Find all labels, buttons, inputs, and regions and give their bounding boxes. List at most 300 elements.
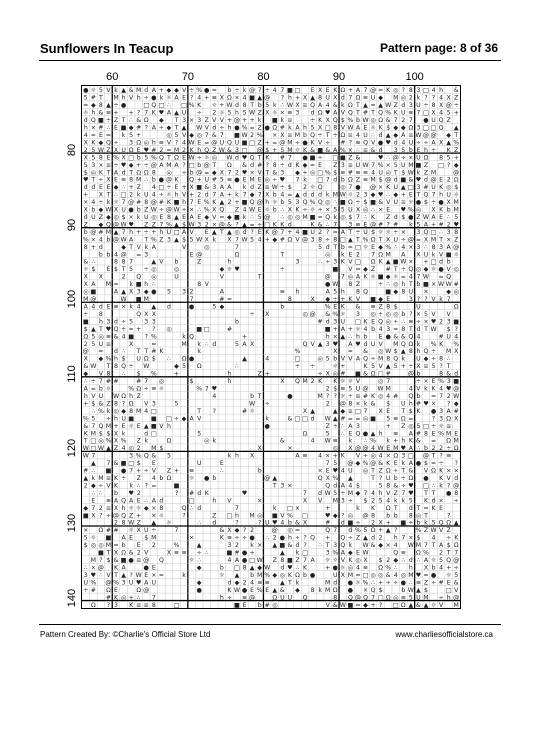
stitch-symbol: 8 [144,199,149,207]
stitch-symbol: $ [121,355,126,363]
stitch-symbol: U [310,228,315,236]
stitch-symbol: ■ [339,154,346,162]
stitch-symbol: × [362,586,369,594]
stitch-symbol: ∴ [371,579,376,587]
stitch-symbol: # [219,296,225,304]
stitch-symbol: X [166,549,172,557]
stitch-symbol: $ [287,184,292,192]
stitch-symbol: × [287,445,293,453]
stitch-symbol: ≡ [370,303,376,311]
stitch-symbol: % [438,378,445,386]
stitch-symbol: ÷ [430,422,437,430]
stitch-symbol: ≡ [143,601,149,608]
stitch-symbol: k [136,191,141,199]
stitch-symbol: k [182,333,186,341]
stitch-symbol: d [83,214,88,221]
stitch-symbol: k [295,549,300,557]
stitch-symbol: $ [333,169,338,177]
stitch-symbol: 3 [106,318,111,326]
stitch-symbol: d [318,191,323,199]
stitch-symbol: × [355,400,361,408]
stitch-symbol: M [105,281,112,289]
stitch-symbol: ◆ [385,273,391,281]
stitch-symbol: × [385,452,391,460]
stitch-symbol: W [445,281,452,289]
stitch-symbol: ▲ [174,109,179,117]
stitch-symbol: 3 [235,146,239,154]
stitch-symbol: A [333,109,338,117]
stitch-symbol: ≡ [362,94,369,102]
stitch-symbol: % [362,236,369,244]
stitch-symbol: W [143,363,150,371]
stitch-symbol: 5 [91,146,96,154]
stitch-symbol: ÷ [355,228,361,236]
stitch-symbol: Q [113,325,119,333]
stitch-symbol: ☼ [370,273,376,281]
stitch-symbol: $ [189,378,194,386]
stitch-symbol: ÷ [105,512,112,520]
stitch-symbol: % [332,549,339,557]
stitch-symbol: 5 [371,363,376,371]
stitch-symbol: Q [90,117,96,125]
stitch-symbol: A [113,169,119,177]
stitch-symbol: $ [401,169,406,177]
stitch-symbol: 3 [182,117,187,125]
stitch-symbol: b [257,601,262,608]
stitch-symbol: ▲ [385,258,391,266]
stitch-symbol: 4 [378,325,383,333]
stitch-symbol: @ [128,199,135,207]
stitch-symbol: % [82,415,89,423]
stitch-symbol: & [317,221,323,229]
stitch-symbol: Ω [453,176,459,184]
stitch-symbol: Ω [302,430,308,438]
stitch-symbol: + [173,467,180,475]
stitch-symbol: 7 [371,594,376,602]
stitch-symbol: E [257,228,262,236]
stitch-symbol: k [250,542,254,550]
stitch-symbol: 5 [227,109,232,117]
stitch-symbol: ÷ [249,310,255,318]
stitch-symbol: & [408,467,414,475]
stitch-symbol: @ [90,228,97,236]
stitch-symbol: ☼ [408,199,414,207]
stitch-symbol: U [416,154,421,162]
stitch-symbol: K [348,296,353,304]
stitch-symbol: # [136,378,142,386]
stitch-symbol: U [234,139,240,147]
stitch-symbol: × [151,512,157,520]
stitch-symbol: Q [363,594,368,602]
stitch-symbol: 5 [235,340,239,348]
stitch-symbol: = [430,460,437,468]
stitch-symbol: T [219,228,224,236]
stitch-symbol: ∴ [318,258,323,266]
stitch-symbol: Q [347,594,353,602]
stitch-symbol: Q [446,273,452,281]
stitch-symbol: 5 [333,460,338,468]
stitch-symbol: U [446,191,451,199]
stitch-symbol: & [370,400,376,408]
stitch-symbol: K [363,273,368,281]
stitch-symbol: ≡ [105,504,112,512]
stitch-symbol: K [113,475,119,482]
stitch-symbol: k [242,184,247,192]
stitch-symbol: Ω [446,415,452,423]
stitch-symbol: ☼ [430,266,437,274]
stitch-symbol: U [385,475,391,482]
stitch-symbol: ▲ [400,184,406,192]
stitch-symbol: □ [438,161,445,169]
stitch-symbol: $ [348,214,353,221]
stitch-symbol: 5 [439,557,444,565]
stitch-symbol: K [98,169,103,177]
stitch-symbol: d [242,228,247,236]
stitch-symbol: 8 [408,348,413,356]
stitch-symbol: 2 [151,542,156,550]
stitch-symbol: A [151,124,156,132]
stitch-symbol: & [332,102,338,110]
stitch-symbol: ≡ [446,452,452,460]
stitch-symbol: 3 [144,318,149,326]
stitch-symbol: ☼ [340,378,346,386]
stitch-symbol: V [212,117,217,125]
stitch-symbol: □ [173,228,180,236]
stitch-symbol: M [105,422,112,430]
stitch-symbol: Ω [174,154,179,162]
stitch-symbol: ■ [370,415,376,423]
stitch-symbol: ÷ [143,266,149,274]
stitch-symbol: E [446,579,451,587]
stitch-symbol: 2 [378,534,383,542]
stitch-symbol: □ [150,430,157,438]
stitch-symbol: d [212,124,217,132]
stitch-symbol: □ [324,124,331,132]
stitch-symbol: # [340,139,346,147]
stitch-symbol: ▲ [90,325,96,333]
stitch-symbol: d [348,527,353,535]
stitch-symbol: ÷ [98,176,104,184]
stitch-symbol: h [83,392,88,400]
stitch-symbol: ≡ [355,221,361,229]
stitch-symbol: Z [423,169,429,177]
stitch-symbol: T [280,251,285,259]
stitch-symbol: T [371,467,375,475]
stitch-symbol: b [197,161,202,169]
stitch-symbol: ☼ [219,109,225,117]
stitch-symbol: ◎ [453,266,459,274]
stitch-symbol: ◎ [355,557,361,565]
stitch-symbol: E [98,184,103,192]
stitch-symbol: d [114,318,118,326]
stitch-symbol: Q [370,586,376,594]
stitch-symbol: Z [212,512,217,520]
stitch-symbol: 3 [333,318,338,326]
stitch-symbol: ☼ [332,557,339,565]
stitch-symbol: E [106,154,111,162]
stitch-symbol: % [438,430,445,438]
stitch-symbol: T [174,124,179,132]
stitch-symbol: ? [235,221,239,229]
stitch-symbol: 4 [325,102,330,110]
stitch-symbol: ♥ [408,482,414,490]
stitch-symbol: 5 [182,363,187,371]
stitch-symbol: ◆ [196,564,202,572]
stitch-symbol: ÷ [362,452,369,460]
stitch-symbol: ◎ [113,407,119,415]
stitch-symbol: ● [188,303,195,311]
stitch-symbol: V [181,87,187,95]
stitch-symbol: K [439,475,444,482]
stitch-symbol: V [227,497,232,505]
stitch-symbol: b [446,206,451,214]
stitch-symbol: U [378,169,383,177]
stitch-symbol: % [196,87,203,95]
stitch-symbol: d [408,504,413,512]
stitch-symbol: Ω [370,527,376,535]
stitch-symbol: d [159,497,164,505]
stitch-symbol: Ω [181,355,187,363]
stitch-symbol: ☼ [128,504,134,512]
stitch-symbol: $ [386,124,391,132]
stitch-symbol: 3 [151,400,156,408]
stitch-symbol: M [325,586,331,594]
stitch-symbol: V [348,355,353,363]
stitch-symbol: U [143,527,149,535]
stitch-symbol: @ [362,385,369,393]
stitch-symbol: Ω [143,355,149,363]
stitch-symbol: Z [454,146,459,154]
stitch-symbol: h [355,333,360,341]
stitch-symbol: ∴ [250,214,255,221]
stitch-symbol: ◆ [355,460,361,468]
stitch-symbol: E [250,586,255,594]
stitch-symbol: 5 [424,310,428,318]
stitch-symbol: X [121,154,126,162]
stitch-symbol: □ [355,318,361,326]
stitch-symbol: 3 [416,184,421,192]
stitch-symbol: × [325,452,331,460]
stitch-symbol: T [424,512,428,520]
stitch-symbol: b [340,176,345,184]
stitch-symbol: V [340,355,345,363]
stitch-symbol: Ω [128,146,134,154]
stitch-symbol: □ [423,87,429,95]
stitch-symbol: U [408,139,414,147]
stitch-symbol: ● [408,214,414,221]
stitch-symbol: M [287,146,293,154]
stitch-symbol: d [235,102,239,110]
stitch-symbol: # [325,519,331,527]
stitch-symbol: 7 [235,236,239,244]
stitch-symbol: ? [431,415,436,423]
stitch-symbol: 8 [348,281,353,289]
stitch-symbol: 2 [189,288,194,296]
stitch-symbol: 2 [159,146,164,154]
stitch-symbol: Ω [196,363,202,371]
stitch-symbol: 7 [227,169,232,177]
stitch-symbol: h [401,437,406,445]
stitch-symbol: ☼ [211,102,218,110]
stitch-symbol: ◎ [408,422,414,430]
stitch-symbol: & [363,348,368,356]
stitch-symbol: 7 [151,594,156,602]
stitch-symbol: ● [120,467,127,475]
stitch-symbol: A [151,87,156,95]
stitch-symbol: ♥ [241,169,248,177]
stitch-symbol: 7 [219,131,224,139]
stitch-symbol: 8 [386,482,391,490]
stitch-symbol: ∴ [136,594,141,602]
stitch-symbol: K [174,176,179,184]
stitch-symbol: % [82,236,89,244]
stitch-symbol: ◆ [272,571,278,579]
stitch-symbol: ÷ [347,497,353,505]
stitch-symbol: A [151,243,156,251]
stitch-symbol: b [212,475,217,482]
stitch-symbol: = [423,504,429,512]
stitch-symbol: ∴ [91,467,96,475]
stitch-symbol: @ [422,452,430,460]
stitch-symbol: E [371,318,376,326]
stitch-symbol: ÷ [385,579,391,587]
stitch-symbol: ☼ [158,512,165,520]
stitch-symbol: A [174,94,179,102]
stitch-symbol: M [332,497,338,505]
stitch-symbol: ◎ [98,437,104,445]
stitch-symbol: × [408,534,414,542]
stitch-symbol: Z [257,370,262,378]
stitch-symbol: & [113,460,119,468]
stitch-symbol: × [408,243,414,251]
stitch-symbol: d [227,579,232,587]
stitch-symbol: M [445,430,452,438]
stitch-symbol: ◎ [362,467,369,475]
stitch-symbol: ? [409,310,413,318]
stitch-symbol: □ [128,154,135,162]
stitch-symbol: h [235,452,239,460]
stitch-symbol: ▲ [211,228,217,236]
stitch-symbol: = [332,228,338,236]
stitch-symbol: ◆ [158,117,164,125]
stitch-symbol: + [249,117,255,125]
stitch-symbol: W [173,206,180,214]
stitch-symbol: ◎ [332,445,338,453]
stitch-symbol: 5 [446,109,451,117]
stitch-symbol: K [333,87,338,95]
stitch-symbol: × [151,504,157,512]
stitch-symbol: V [431,296,436,304]
stitch-symbol: A [348,422,353,430]
stitch-symbol: 3 [325,549,330,557]
stitch-symbol: A [446,407,451,415]
stitch-symbol: ÷ [430,355,437,363]
stitch-symbol: 2 [386,557,391,565]
stitch-symbol: K [393,109,398,117]
stitch-symbol: ▲ [279,549,285,557]
stitch-symbol: A [189,415,194,423]
stitch-symbol: M [408,161,414,169]
stitch-symbol: ? [144,333,148,341]
stitch-symbol: ÷ [279,161,285,169]
stitch-symbol: ◆ [219,266,225,274]
stitch-symbol: K [287,571,292,579]
stitch-symbol: b [159,475,164,482]
stitch-symbol: + [378,579,384,587]
stitch-symbol: U [121,415,126,423]
stitch-symbol: K [416,407,421,415]
stitch-symbol: @ [82,348,89,356]
stitch-symbol: M [332,191,338,199]
stitch-symbol: ◎ [151,214,157,221]
stitch-symbol: 4 [371,489,376,497]
stitch-symbol: 5 [310,124,315,132]
stitch-symbol: ÷ [347,534,353,542]
stitch-symbol: ÷ [393,318,399,326]
stitch-symbol: 7 [204,131,209,139]
stitch-symbol: Q [151,102,157,110]
stitch-symbol: 4 [257,236,262,244]
stitch-symbol: 8 [106,370,111,378]
stitch-symbol: @ [97,564,104,572]
stitch-symbol: ÷ [181,206,187,214]
stitch-symbol: $ [363,497,368,505]
stitch-symbol: ◆ [90,482,96,490]
stitch-symbol: 4 [401,243,406,251]
stitch-symbol: ▲ [385,527,391,535]
stitch-symbol: K [386,184,391,192]
stitch-symbol: ▲ [272,542,278,550]
stitch-symbol: E [333,303,338,311]
stitch-symbol: + [241,333,248,341]
stitch-symbol: U [363,228,368,236]
stitch-symbol: 4 [408,385,413,393]
stitch-symbol: ◎ [90,542,97,550]
stitch-symbol: W [362,117,369,125]
stitch-symbol: ◎ [294,214,301,221]
stitch-symbol: 5 [333,288,338,296]
stitch-symbol: E [310,87,315,95]
stitch-symbol: X [302,94,308,102]
stitch-symbol: ▲ [174,236,179,244]
stitch-symbol: ÷ [98,199,104,207]
stitch-symbol: % [113,579,119,587]
stitch-symbol: ▲ [370,430,376,438]
stitch-symbol: A [144,579,149,587]
stitch-symbol: ◎ [98,333,104,341]
stitch-symbol: d [393,176,398,184]
stitch-symbol: T [401,407,406,415]
stitch-symbol: M [385,251,391,259]
stitch-symbol: ? [447,482,451,490]
stitch-symbol: & [204,184,210,192]
stitch-symbol: & [385,117,391,125]
stitch-symbol: ∴ [121,348,126,356]
stitch-symbol: 4 [295,228,300,236]
stitch-symbol: & [279,437,285,445]
stitch-symbol: d [310,415,315,423]
stitch-symbol: Q [438,519,444,527]
stitch-symbol: 4 [182,139,187,147]
stitch-symbol: V [219,117,224,125]
stitch-symbol: × [430,281,437,289]
stitch-symbol: 4 [439,94,444,102]
stitch-symbol: 5 [212,303,217,311]
stitch-symbol: ■ [355,370,361,378]
stitch-symbol: ● [249,534,255,542]
stitch-symbol: ÷ [158,124,164,132]
stitch-symbol: ● [377,139,384,147]
